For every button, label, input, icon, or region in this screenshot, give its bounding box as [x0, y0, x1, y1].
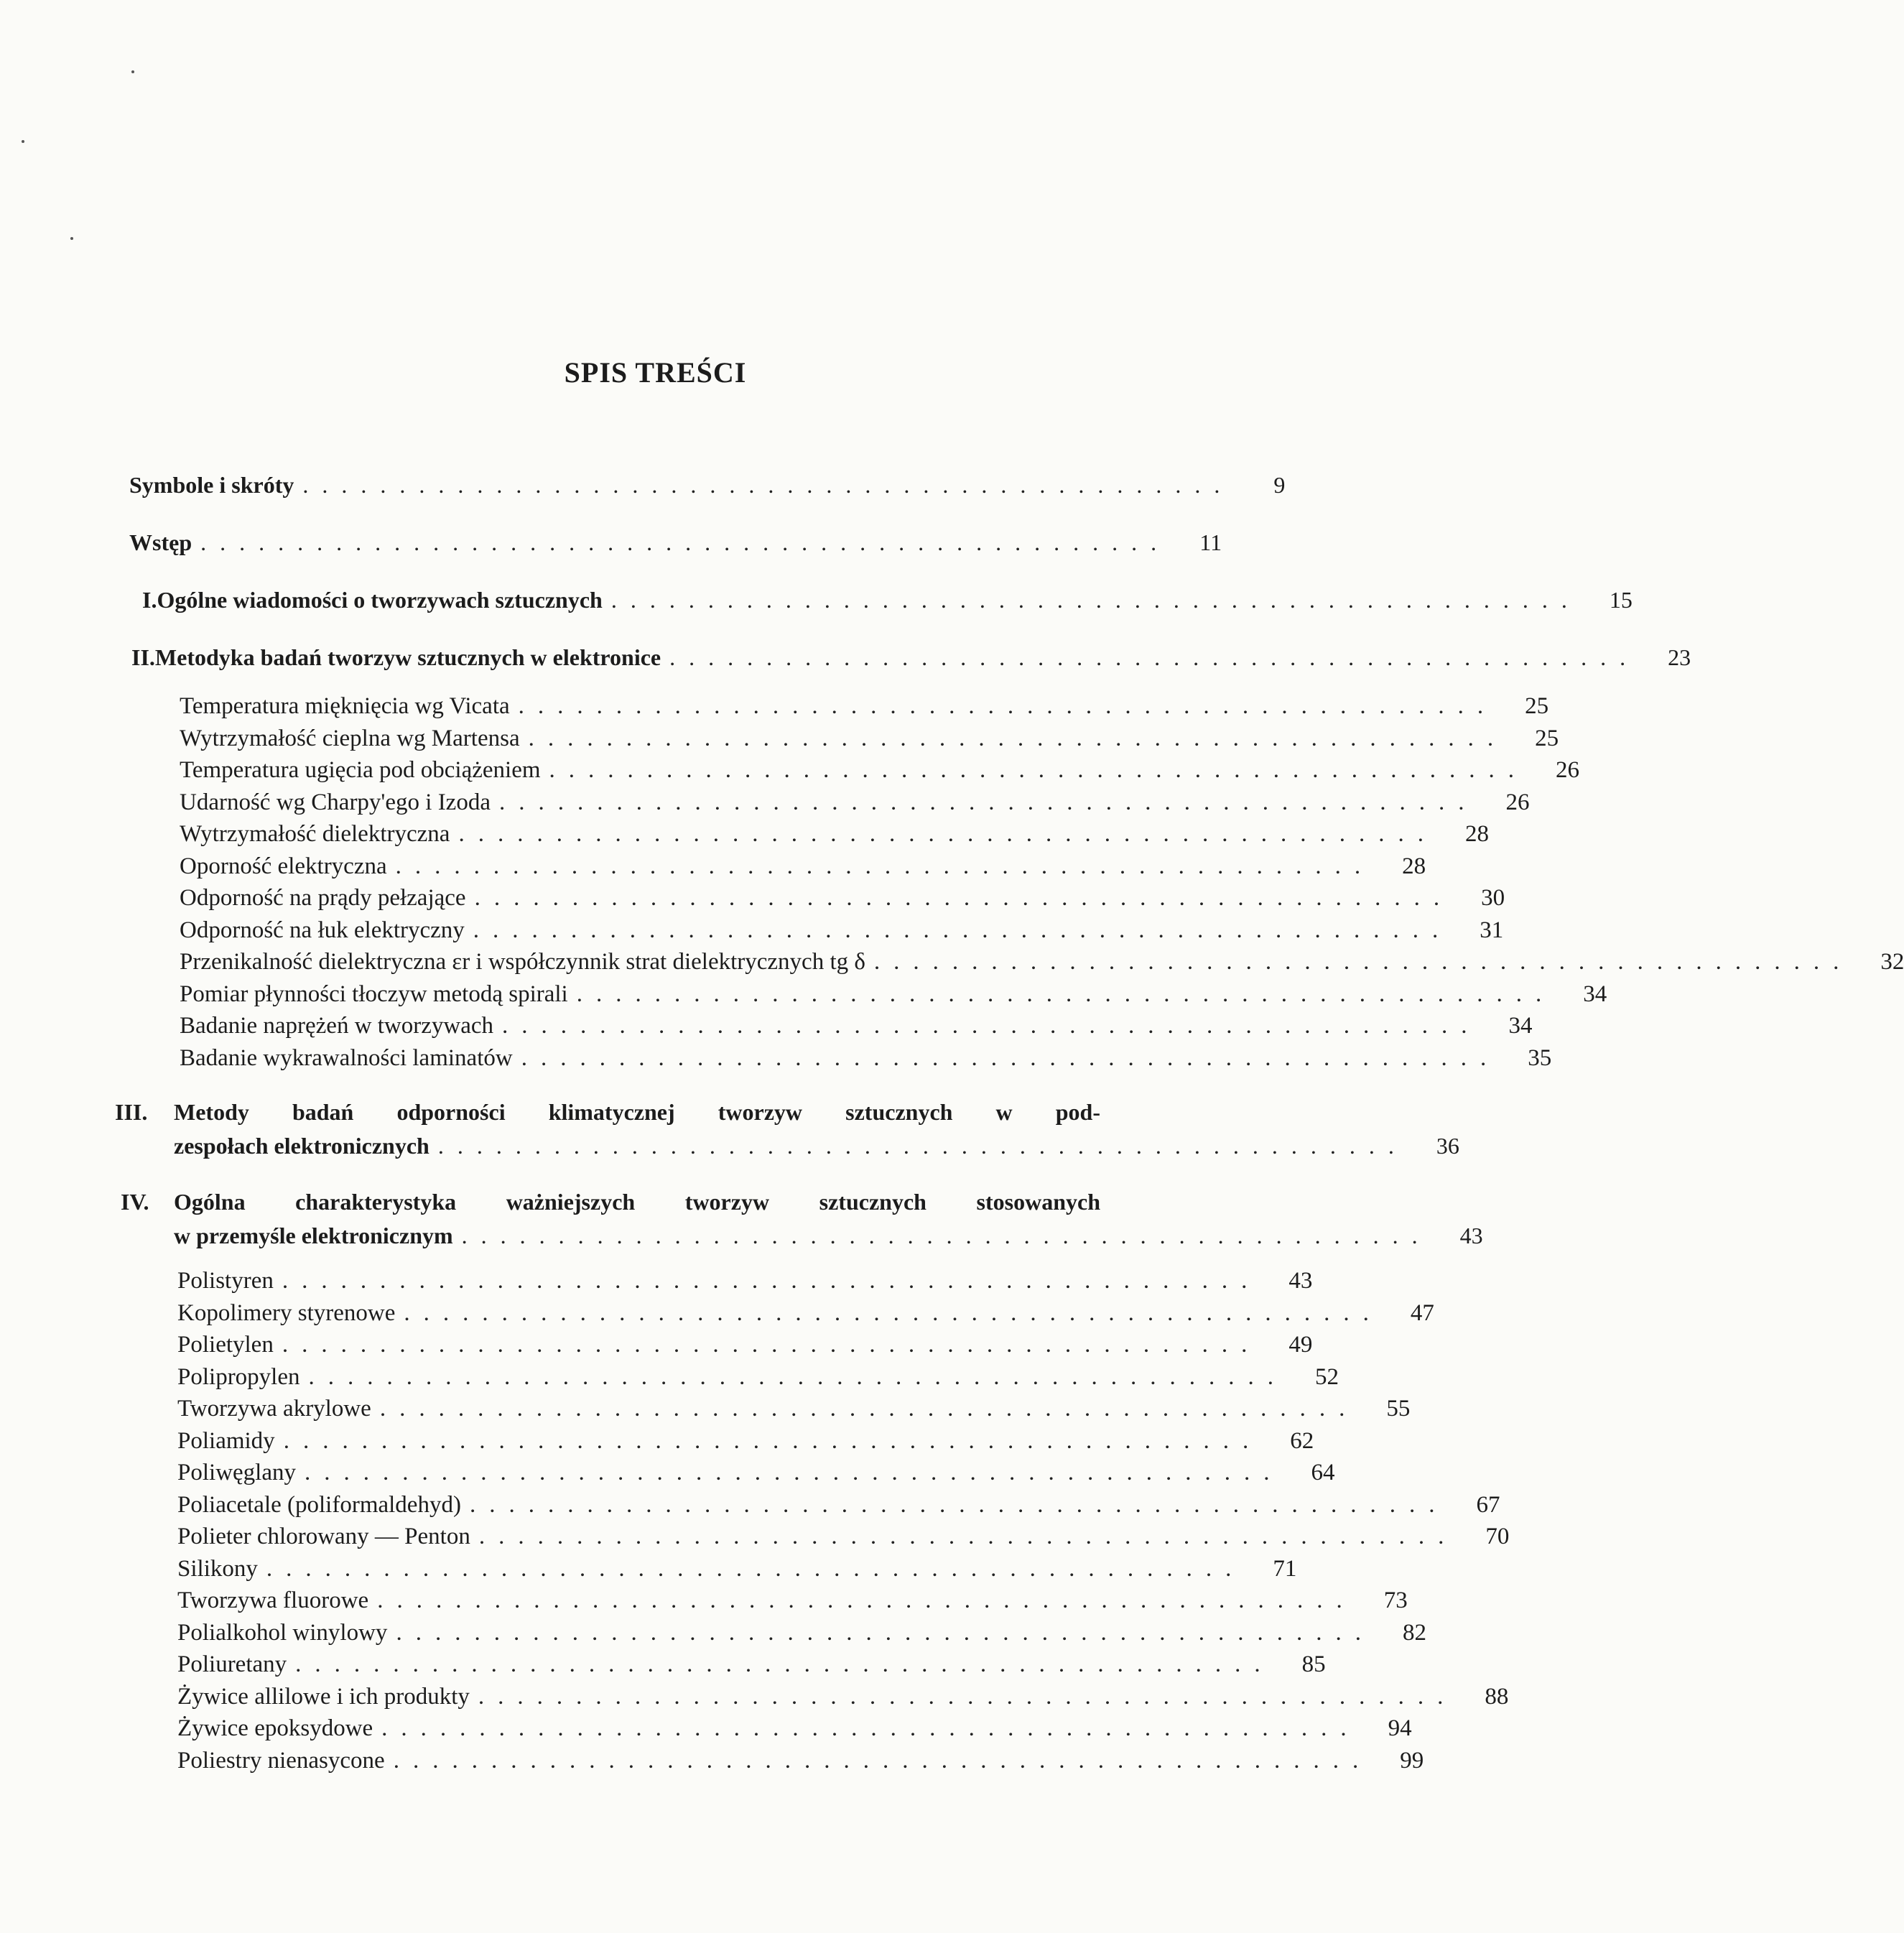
dot-leader: ..................................................: [282, 1332, 1261, 1358]
paper-speck: [70, 237, 73, 240]
dot-leader: ..................................................: [381, 1715, 1360, 1741]
toc-subentry: [177, 1427, 1314, 1455]
toc-subentry: [177, 1458, 1335, 1487]
toc-label: w przemyśle elektronicznym: [174, 1223, 453, 1248]
toc-page: 26: [1505, 789, 1530, 815]
toc-subentry: [180, 820, 1489, 848]
toc-subentry: [180, 852, 1426, 881]
toc-chapter-1: [142, 585, 1633, 614]
toc-label: Badanie wykrawalności laminatów: [180, 1044, 513, 1071]
dot-leader: ..................................................: [379, 1396, 1359, 1422]
dot-leader: ..................................................: [502, 1013, 1481, 1039]
toc-label: Poliuretany: [177, 1651, 287, 1677]
dot-leader: ..................................................: [295, 1651, 1274, 1677]
toc-page: 47: [1410, 1299, 1434, 1326]
toc-subentry: [177, 1746, 1424, 1775]
toc-label: Poliwęglany: [177, 1460, 296, 1485]
chapter-number: III.: [115, 1099, 148, 1125]
toc-subentry: [177, 1363, 1339, 1391]
dot-leader: ..................................................: [437, 1133, 1408, 1159]
dot-leader: ..................................................: [669, 644, 1640, 670]
toc-page: 25: [1535, 725, 1559, 751]
toc-label: Żywice epoksydowe: [177, 1715, 373, 1741]
toc-label: Metodyka badań tworzyw sztucznych w elektronice: [154, 644, 661, 670]
dot-leader: ..................................................: [610, 587, 1581, 613]
toc-subentry: [177, 1394, 1411, 1423]
dot-leader: ..................................................: [528, 725, 1508, 751]
paper-speck: [22, 140, 24, 143]
toc-chapter-2: [131, 643, 1691, 672]
dot-leader: ..................................................: [498, 789, 1478, 815]
dot-leader: ..................................................: [377, 1587, 1356, 1613]
toc-page: 82: [1402, 1619, 1426, 1646]
toc-subentry: [180, 980, 1607, 1009]
toc-page: 11: [1199, 529, 1222, 555]
chapter-number: II.: [131, 644, 155, 670]
toc-page: 25: [1525, 693, 1549, 719]
toc-page: 32: [1880, 949, 1904, 975]
toc-page: 43: [1459, 1223, 1483, 1248]
toc-subentry: [177, 1299, 1434, 1327]
toc-page: 28: [1464, 821, 1489, 847]
chapter-number: I.: [142, 587, 157, 613]
toc-page: 85: [1301, 1651, 1326, 1677]
toc-page: 49: [1288, 1332, 1313, 1358]
toc-label: Przenikalność dielektryczna εr i współczynnik strat dielektrycznych tg δ: [180, 949, 865, 975]
toc-subentry: [180, 724, 1559, 753]
toc-page: 28: [1402, 853, 1426, 879]
toc-page: 71: [1273, 1555, 1297, 1582]
dot-leader: ..................................................: [518, 693, 1497, 719]
toc-label: Oporność elektryczna: [180, 853, 387, 879]
toc-entry-wstep: [129, 528, 1222, 557]
dot-leader: ..................................................: [469, 1491, 1449, 1518]
toc-label: Ogólna charakterystyka ważniejszych tworzyw sztucznych stosowanych: [174, 1189, 1100, 1215]
toc-label: Poliacetale (poliformaldehyd): [177, 1491, 461, 1518]
toc-label: Tworzywa akrylowe: [177, 1396, 371, 1422]
dot-leader: ..................................................: [308, 1363, 1287, 1390]
toc-subentry: [177, 1682, 1509, 1711]
dot-leader: ................................................: [302, 472, 1234, 498]
toc-subentry: [180, 947, 1904, 976]
toc-label: Tworzywa fluorowe: [177, 1587, 369, 1613]
toc-page: 23: [1668, 644, 1691, 670]
dot-leader: ..................................................: [549, 757, 1528, 783]
toc-page: 99: [1400, 1747, 1424, 1774]
toc-label: Żywice allilowe i ich produkty: [177, 1683, 470, 1710]
toc-subentry: [180, 1044, 1552, 1072]
toc-page: 64: [1311, 1460, 1335, 1485]
toc-subentry: [177, 1330, 1313, 1359]
toc-page: 30: [1481, 885, 1505, 911]
toc-subentry: [177, 1714, 1412, 1743]
dot-leader: ..................................................: [393, 1747, 1373, 1774]
toc-entry-symbole: [129, 470, 1286, 499]
toc-label: Symbole i skróty: [129, 472, 294, 498]
toc-subentry: [180, 788, 1530, 817]
toc-label: Polialkohol winylowy: [177, 1619, 388, 1646]
toc-label: Temperatura mięknięcia wg Vicata: [180, 693, 510, 719]
toc-label: Wytrzymałość dielektryczna: [180, 821, 450, 847]
toc-subentry: [177, 1650, 1326, 1679]
toc-label: Silikony: [177, 1555, 258, 1582]
dot-leader: ..................................................: [873, 949, 1853, 975]
page-title: SPIS TREŚCI: [564, 356, 747, 389]
toc-subentry: [180, 916, 1504, 945]
toc-label: Metody badań odporności klimatycznej tworzyw sztucznych w pod-: [174, 1099, 1100, 1125]
dot-leader: ..................................................: [404, 1299, 1383, 1326]
dot-leader: ..................................................: [478, 1524, 1458, 1549]
dot-leader: ..................................................: [396, 1619, 1375, 1646]
dot-leader: ..................................................: [473, 917, 1452, 943]
dot-leader: ..................................................: [266, 1555, 1245, 1582]
toc-page: 70: [1485, 1524, 1510, 1549]
toc-page: 26: [1556, 757, 1580, 783]
dot-leader: ..................................................: [474, 885, 1454, 911]
toc-page: 73: [1383, 1587, 1408, 1613]
paper-speck: [131, 70, 134, 73]
toc-label: Wstęp: [129, 529, 192, 555]
toc-label: Polistyren: [177, 1268, 274, 1294]
toc-label: Badanie naprężeń w tworzywach: [180, 1013, 494, 1039]
dot-leader: ..................................................: [304, 1460, 1283, 1485]
toc-subentry: [180, 1011, 1533, 1040]
toc-chapter-4-line1: [121, 1187, 1171, 1216]
toc-page: 31: [1480, 917, 1504, 943]
toc-label: Poliestry nienasycone: [177, 1747, 385, 1774]
toc-page: 34: [1508, 1013, 1533, 1039]
toc-subentry: [177, 1554, 1297, 1583]
toc-page: 43: [1288, 1268, 1313, 1294]
toc-chapter-4-line2: [174, 1221, 1483, 1250]
toc-page: 15: [1609, 587, 1633, 613]
toc-label: Poliamidy: [177, 1427, 275, 1454]
toc-label: Pomiar płynności tłoczyw metodą spirali: [180, 981, 568, 1007]
dot-leader: ..................................................: [395, 853, 1375, 879]
toc-label: Polipropylen: [177, 1363, 300, 1390]
dot-leader: ..................................................: [461, 1223, 1431, 1248]
toc-subentry: [180, 884, 1505, 912]
toc-page: 52: [1315, 1363, 1339, 1390]
toc-label: Odporność na łuk elektryczny: [180, 917, 465, 943]
chapter-number: IV.: [121, 1189, 149, 1215]
toc-page: 62: [1290, 1427, 1314, 1454]
toc-page: 67: [1476, 1491, 1500, 1518]
toc-label: Kopolimery styrenowe: [177, 1299, 396, 1326]
dot-leader: ..................................................: [478, 1683, 1457, 1710]
toc-label: zespołach elektronicznych: [174, 1133, 429, 1159]
toc-subentry: [177, 1266, 1313, 1295]
toc-page: 88: [1485, 1683, 1509, 1710]
toc-subentry: [177, 1522, 1510, 1551]
toc-subentry: [177, 1586, 1408, 1615]
dot-leader: ..................................................: [283, 1427, 1263, 1454]
dot-leader: ..................................................: [200, 529, 1171, 555]
toc-label: Polietylen: [177, 1332, 274, 1358]
dot-leader: ..................................................: [521, 1044, 1500, 1071]
toc-page: 36: [1436, 1133, 1459, 1159]
dot-leader: ..................................................: [458, 821, 1437, 847]
dot-leader: ..................................................: [282, 1268, 1261, 1294]
toc-page: 35: [1528, 1044, 1552, 1071]
toc-page: 34: [1583, 981, 1607, 1007]
toc-page: 94: [1388, 1715, 1412, 1741]
toc-label: Temperatura ugięcia pod obciążeniem: [180, 757, 541, 783]
toc-label: Wytrzymałość cieplna wg Martensa: [180, 725, 520, 751]
toc-chapter-3-line1: [115, 1098, 1171, 1126]
toc-subentry: [180, 756, 1580, 784]
toc-subentry: [180, 692, 1549, 720]
toc-label: Udarność wg Charpy'ego i Izoda: [180, 789, 491, 815]
dot-leader: ..................................................: [576, 981, 1556, 1007]
toc-page: 55: [1386, 1396, 1411, 1422]
toc-subentry: [177, 1491, 1500, 1519]
toc-page: 9: [1273, 472, 1286, 498]
toc-label: Ogólne wiadomości o tworzywach sztucznych: [157, 587, 603, 613]
toc-label: Polieter chlorowany — Penton: [177, 1524, 470, 1549]
toc-chapter-3-line2: [174, 1131, 1459, 1160]
toc-subentry: [177, 1618, 1426, 1647]
toc-label: Odporność na prądy pełzające: [180, 885, 466, 911]
